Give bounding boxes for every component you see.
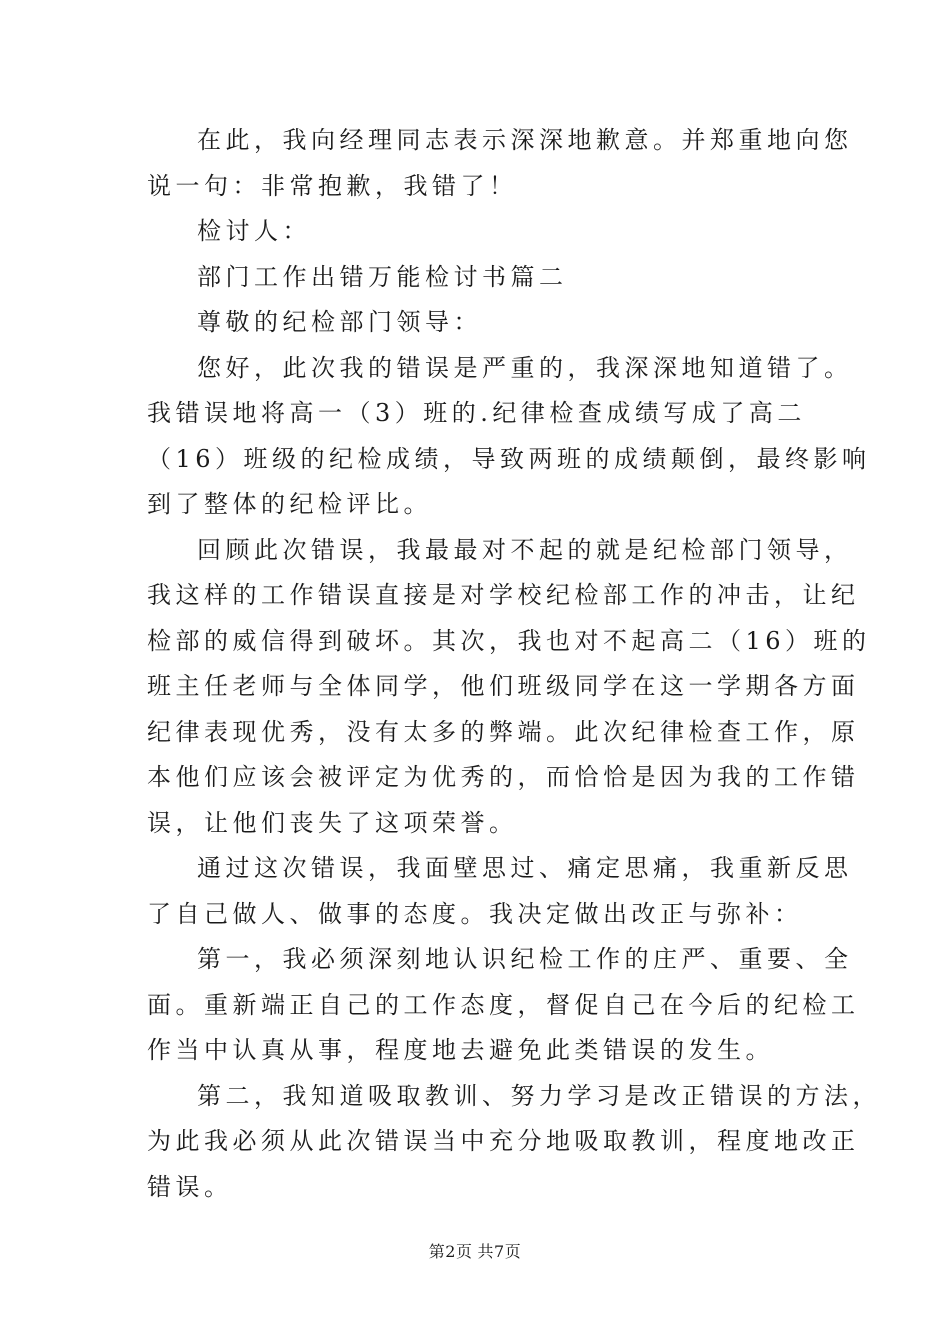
text-line: 第一，我必须深刻地认识纪检工作的庄严、重要、全 — [197, 945, 853, 973]
text-line: 您好，此次我的错误是严重的，我深深地知道错了。 — [197, 353, 853, 382]
text-line: 为此我必须从此次错误当中充分地吸取教训，程度地改正 — [147, 1127, 860, 1155]
text-line: 检部的威信得到破坏。其次，我也对不起高二（16）班的 — [147, 626, 871, 655]
text-line: 纪律表现优秀，没有太多的弊端。此次纪律检查工作，原 — [147, 717, 860, 746]
text-line: 本他们应该会被评定为优秀的，而恰恰是因为我的工作错 — [147, 763, 860, 791]
text-line: 尊敬的纪检部门领导： — [197, 308, 482, 336]
text-line: 说一句：非常抱歉，我错了！ — [147, 171, 518, 200]
text-line: 在此，我向经理同志表示深深地歉意。并郑重地向您 — [197, 126, 853, 154]
page-total: 共7页 — [477, 1242, 522, 1261]
document-body — [147, 118, 881, 1210]
text-line: （16）班级的纪检成绩，导致两班的成绩颠倒，最终影响 — [147, 444, 871, 473]
text-line: 部门工作出错万能检讨书篇二 — [197, 262, 568, 291]
text-line: 错误。 — [147, 1172, 233, 1201]
text-line: 到了整体的纪检评比。 — [147, 490, 432, 518]
text-line: 回顾此次错误，我最最对不起的就是纪检部门领导， — [197, 535, 853, 564]
text-line: 通过这次错误，我面壁思过、痛定思痛，我重新反思 — [197, 854, 853, 882]
page-number: 第2页 — [428, 1242, 473, 1261]
page-footer — [0, 1240, 950, 1264]
text-line: 第二，我知道吸取教训、努力学习是改正错误的方法， — [197, 1081, 881, 1110]
text-line: 我错误地将高一（3）班的.纪律检查成绩写成了高二 — [147, 399, 806, 427]
text-line: 我这样的工作错误直接是对学校纪检部工作的冲击，让纪 — [147, 581, 860, 609]
text-line: 误，让他们丧失了这项荣誉。 — [147, 808, 518, 837]
text-line: 了自己做人、做事的态度。我决定做出改正与弥补： — [147, 899, 803, 928]
text-line: 作当中认真从事，程度地去避免此类错误的发生。 — [147, 1036, 774, 1064]
text-line: 面。重新端正自己的工作态度，督促自己在今后的纪检工 — [147, 990, 860, 1019]
text-line: 班主任老师与全体同学，他们班级同学在这一学期各方面 — [147, 672, 860, 700]
text-line: 检讨人： — [197, 217, 311, 245]
